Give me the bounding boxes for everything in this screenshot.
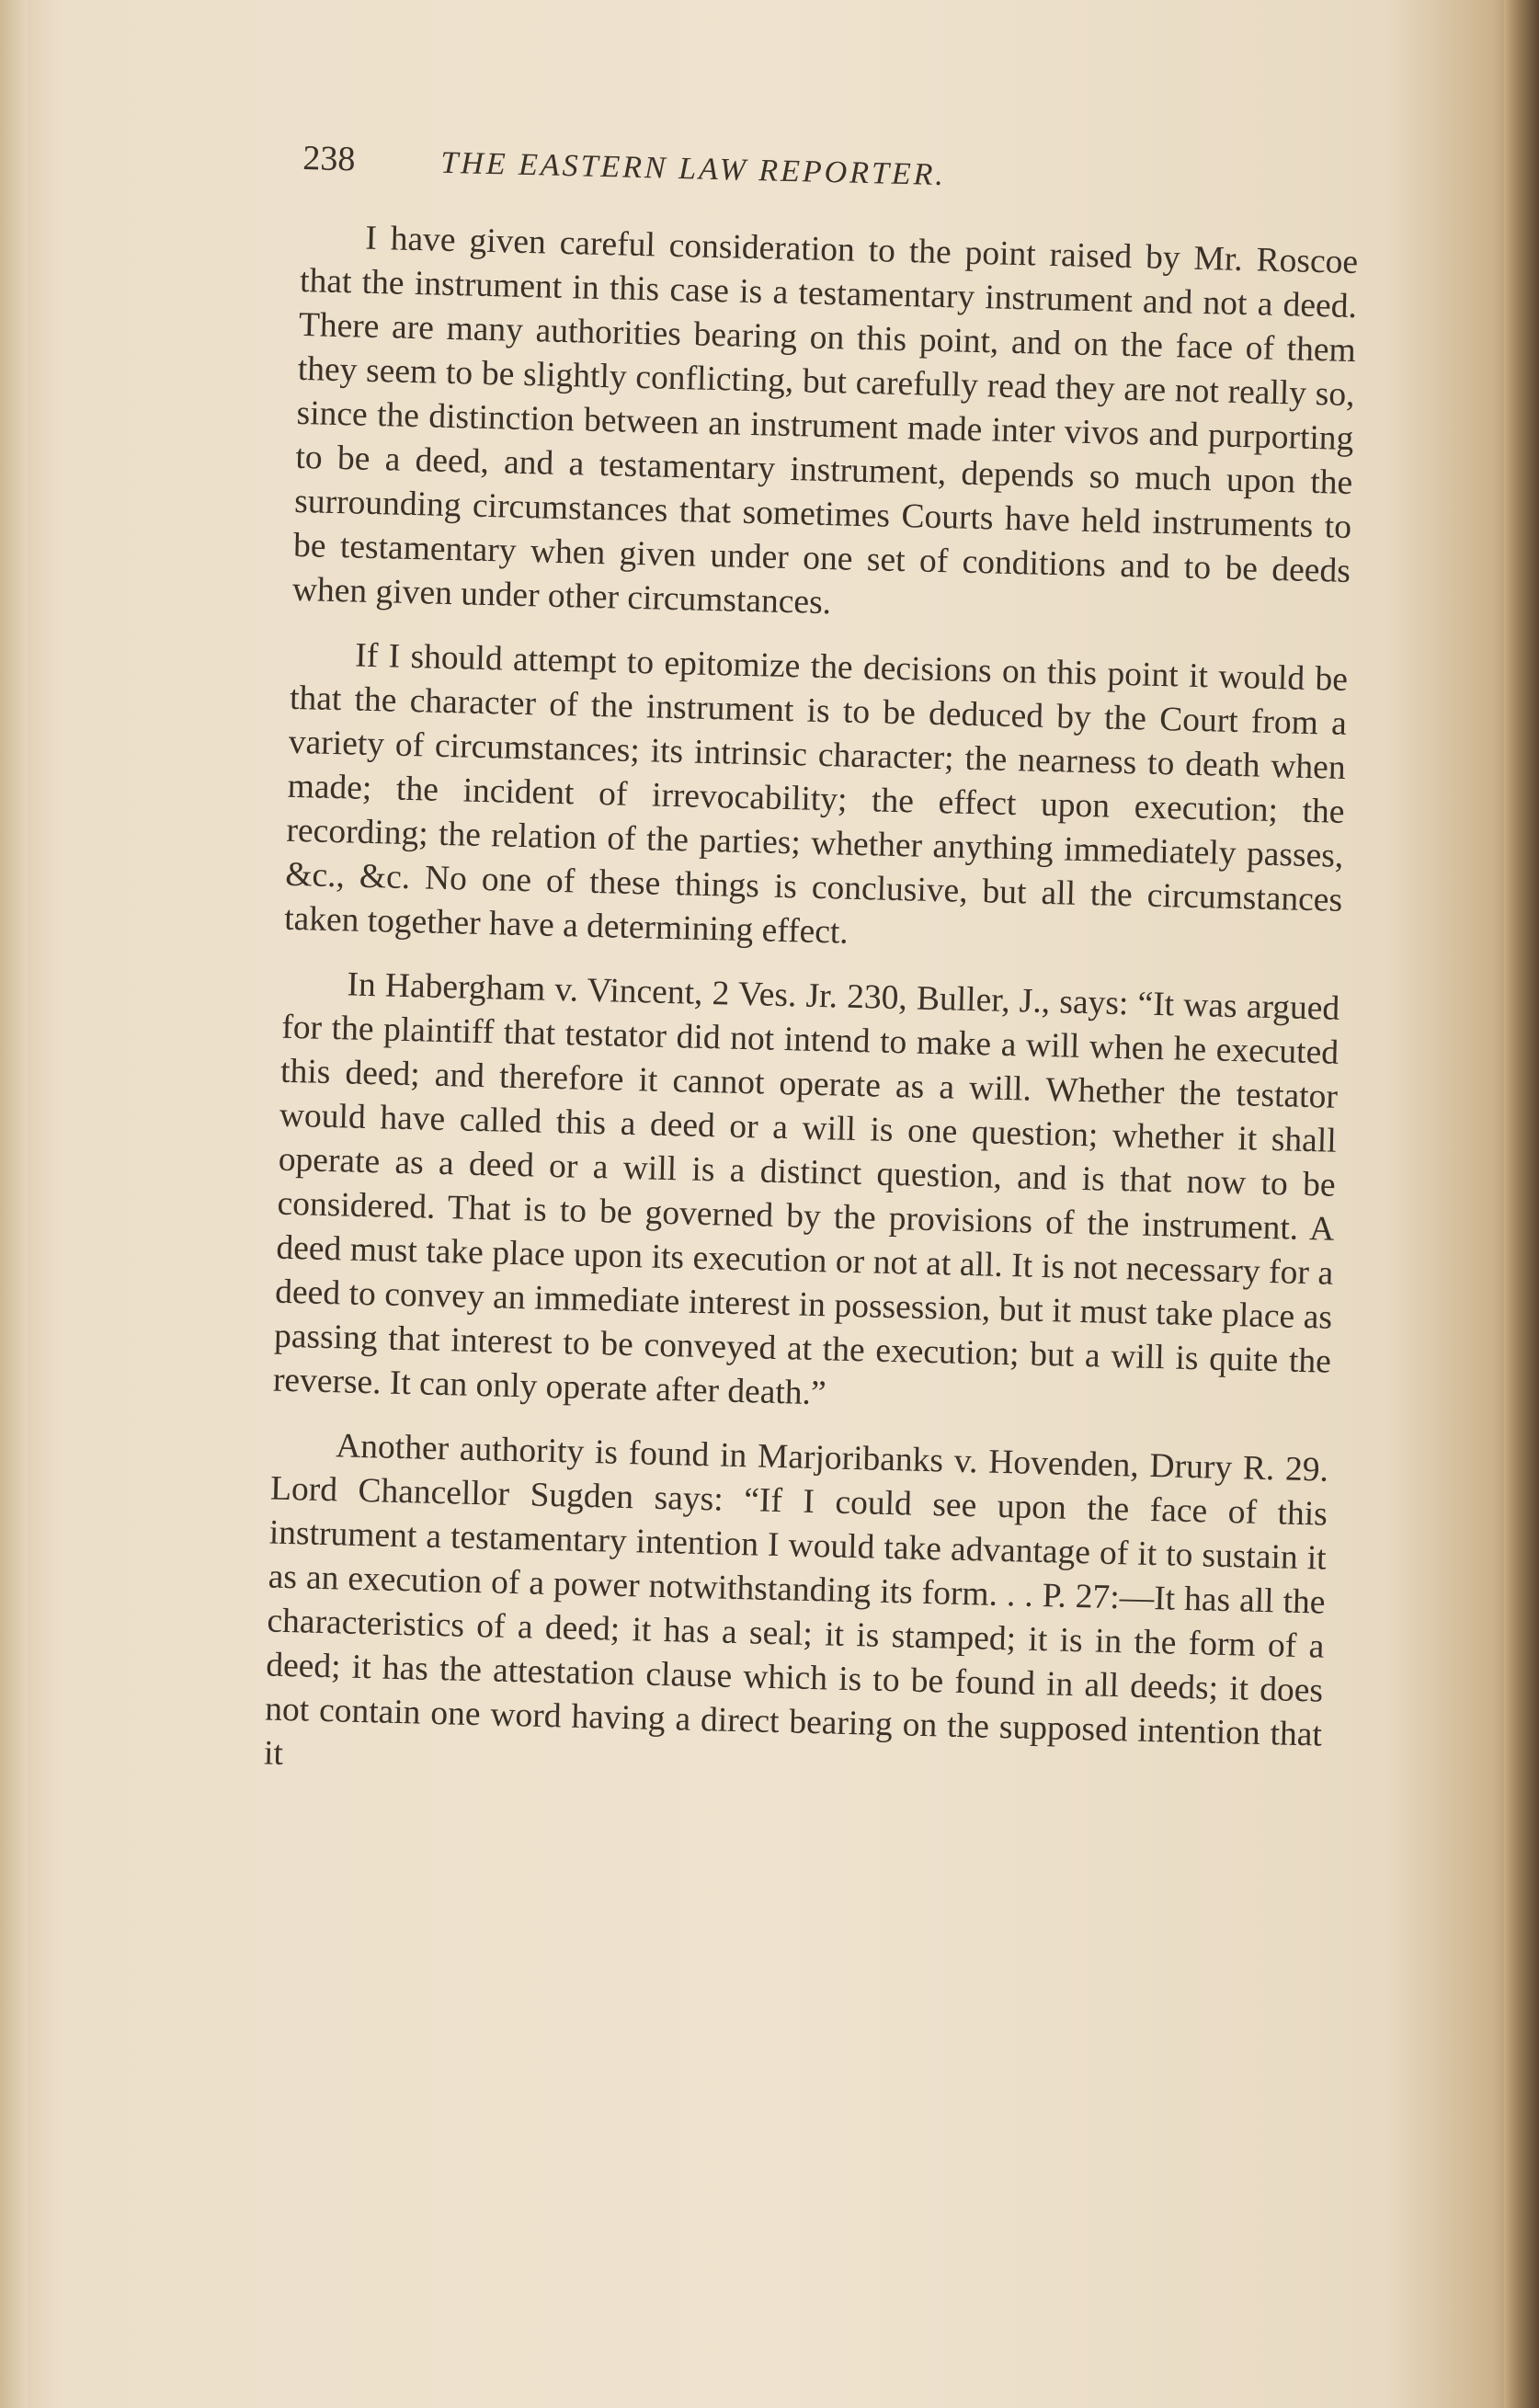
- paragraph: In Habergham v. Vincent, 2 Ves. Jr. 230, Buller, J., says: “It was argued for the plaintiff that testator did not intend to make a will when he executed this deed; and therefore it cannot operate as a will. Whether the testator would have called this a deed or a will is one question; whether it shall operate as a deed or a will is a distinct question, and is that now to be considered. That is to be governed by the provisions of the instrument. A deed must take place upon its execution or not at all. It is not necessary for a deed to convey an immediate interest in possession, but it must take place as passing that interest to be conveyed at the execution; but a will is quite the reverse. It can only operate after death.”: [272, 965, 1340, 1413]
- paragraph: Another authority is found in Marjoribanks v. Hovenden, Drury R. 29. Lord Chancellor Sugden says: “If I could see upon the face of this instrument a testamentary intention I would take advantage of it to sustain it as an execution of a power notwithstanding its form. . . P. 27:—It has all the characteristics of a deed; it has a seal; it is stamped; it is in the form of a deed; it has the attestation clause which is to be found in all deeds; it does not contain one word having a direct bearing on the supposed intention that it: [263, 1427, 1329, 1773]
- page-number: 238: [302, 138, 356, 179]
- page-edge-shadow: [1504, 0, 1539, 2408]
- page-content: [263, 138, 1361, 1822]
- page-gutter: [0, 0, 28, 2408]
- paragraph: I have given careful consideration to the point raised by Mr. Roscoe that the instrument in this case is a testamentary instrument and not a deed. There are many authorities bearing on this point, and on the face of them they seem to be slightly conflicting, but carefully read they are not really so, since the distinction between an instrument made inter vivos and purporting to be a deed, and a testamentary instrument, depends so much upon the surrounding circumstances that sometimes Courts have held instruments to be testamentary when given under one set of conditions and to be deeds when given under other circumstances.: [291, 219, 1359, 622]
- journal-title: THE EASTERN LAW REPORTER.: [439, 145, 947, 193]
- running-head: [302, 138, 1361, 204]
- body-text: [263, 215, 1358, 1802]
- paragraph: If I should attempt to epitomize the decisions on this point it would be that the character of the instrument is to be deduced by the Court from a variety of circumstances; its intrinsic character; the nearness to death when made; the incident of irrevocability; the effect upon execution; the recording; the relation of the parties; whether anything immediately passes, &c., &c. No one of these things is conclusive, but all the circumstances taken together have a determining effect.: [283, 636, 1349, 952]
